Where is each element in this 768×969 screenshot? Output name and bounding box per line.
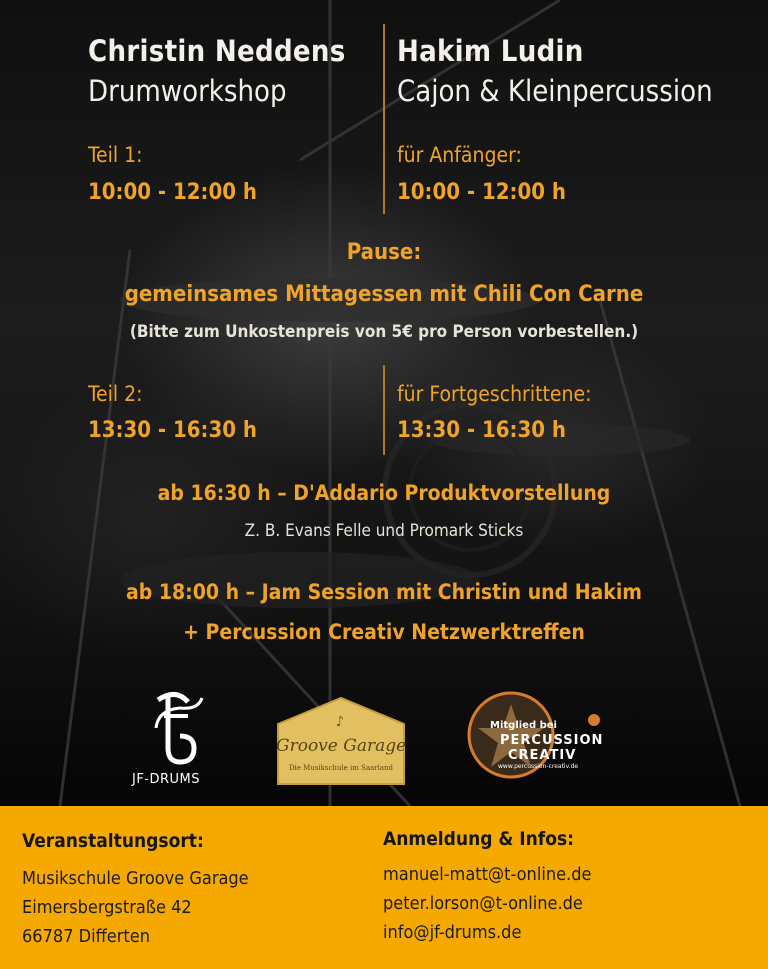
pc-brand-line1: PERCUSSION [500,733,604,748]
jf-drums-icon [128,688,224,768]
groove-garage-logo [276,696,406,786]
left-name: Christin Neddens [88,34,346,68]
jam-line2: + Percussion Creativ Netzwerktreffen [183,620,585,644]
right-part2-time: 13:30 - 16:30 h [397,418,566,443]
left-part2-label: Teil 2: [88,382,143,406]
left-subtitle: Drumworkshop [88,74,287,108]
pc-url: www.percussion-creativ.de [498,763,579,770]
svg-text:♪: ♪ [335,714,345,730]
contact-email-3[interactable]: info@jf-drums.de [383,922,522,943]
product-note: Z. B. Evans Felle und Promark Sticks [244,521,524,541]
jf-drums-text: JF-DRUMS [132,772,201,787]
pause-text: gemeinsames Mittagessen mit Chili Con Carne [124,282,644,307]
right-name: Hakim Ludin [397,34,584,68]
footer-info-bar [0,806,768,969]
contact-email-1[interactable]: manuel-matt@t-online.de [383,864,592,885]
column-divider-bottom [383,365,385,455]
percussion-creativ-logo [466,690,636,780]
groove-garage-title: Groove Garage [276,736,407,756]
column-divider-top [383,24,385,214]
left-part1-label: Teil 1: [88,143,143,167]
left-part1-time: 10:00 - 12:00 h [88,180,257,205]
jam-line1: ab 18:00 h – Jam Session mit Christin und Hakim [126,580,642,604]
jf-drums-logo [128,688,224,788]
pc-brand-line2: CREATIV [508,748,577,763]
contact-title: Anmeldung & Infos: [383,828,575,850]
pause-title: Pause: [346,240,422,265]
venue-title: Veranstaltungsort: [22,830,204,852]
product-text: ab 16:30 h – D'Addario Produktvorstellung [157,481,611,505]
right-part1-time: 10:00 - 12:00 h [397,180,566,205]
right-part2-label: für Fortgeschrittene: [397,382,592,406]
pause-note: (Bitte zum Unkostenpreis von 5€ pro Person vorbestellen.) [129,322,639,342]
contact-email-2[interactable]: peter.lorson@t-online.de [383,893,583,914]
groove-garage-subtitle: Die Musikschule im Saarland [288,764,394,772]
right-subtitle: Cajon & Kleinpercussion [397,74,713,108]
left-part2-time: 13:30 - 16:30 h [88,418,257,443]
pc-member-text: Mitglied bei [490,720,557,731]
venue-street: Eimersbergstraße 42 [22,897,192,918]
percussion-creativ-dot-icon [588,714,600,726]
right-part1-label: für Anfänger: [397,143,522,167]
venue-city: 66787 Differten [22,926,150,947]
venue-name: Musikschule Groove Garage [22,868,249,889]
